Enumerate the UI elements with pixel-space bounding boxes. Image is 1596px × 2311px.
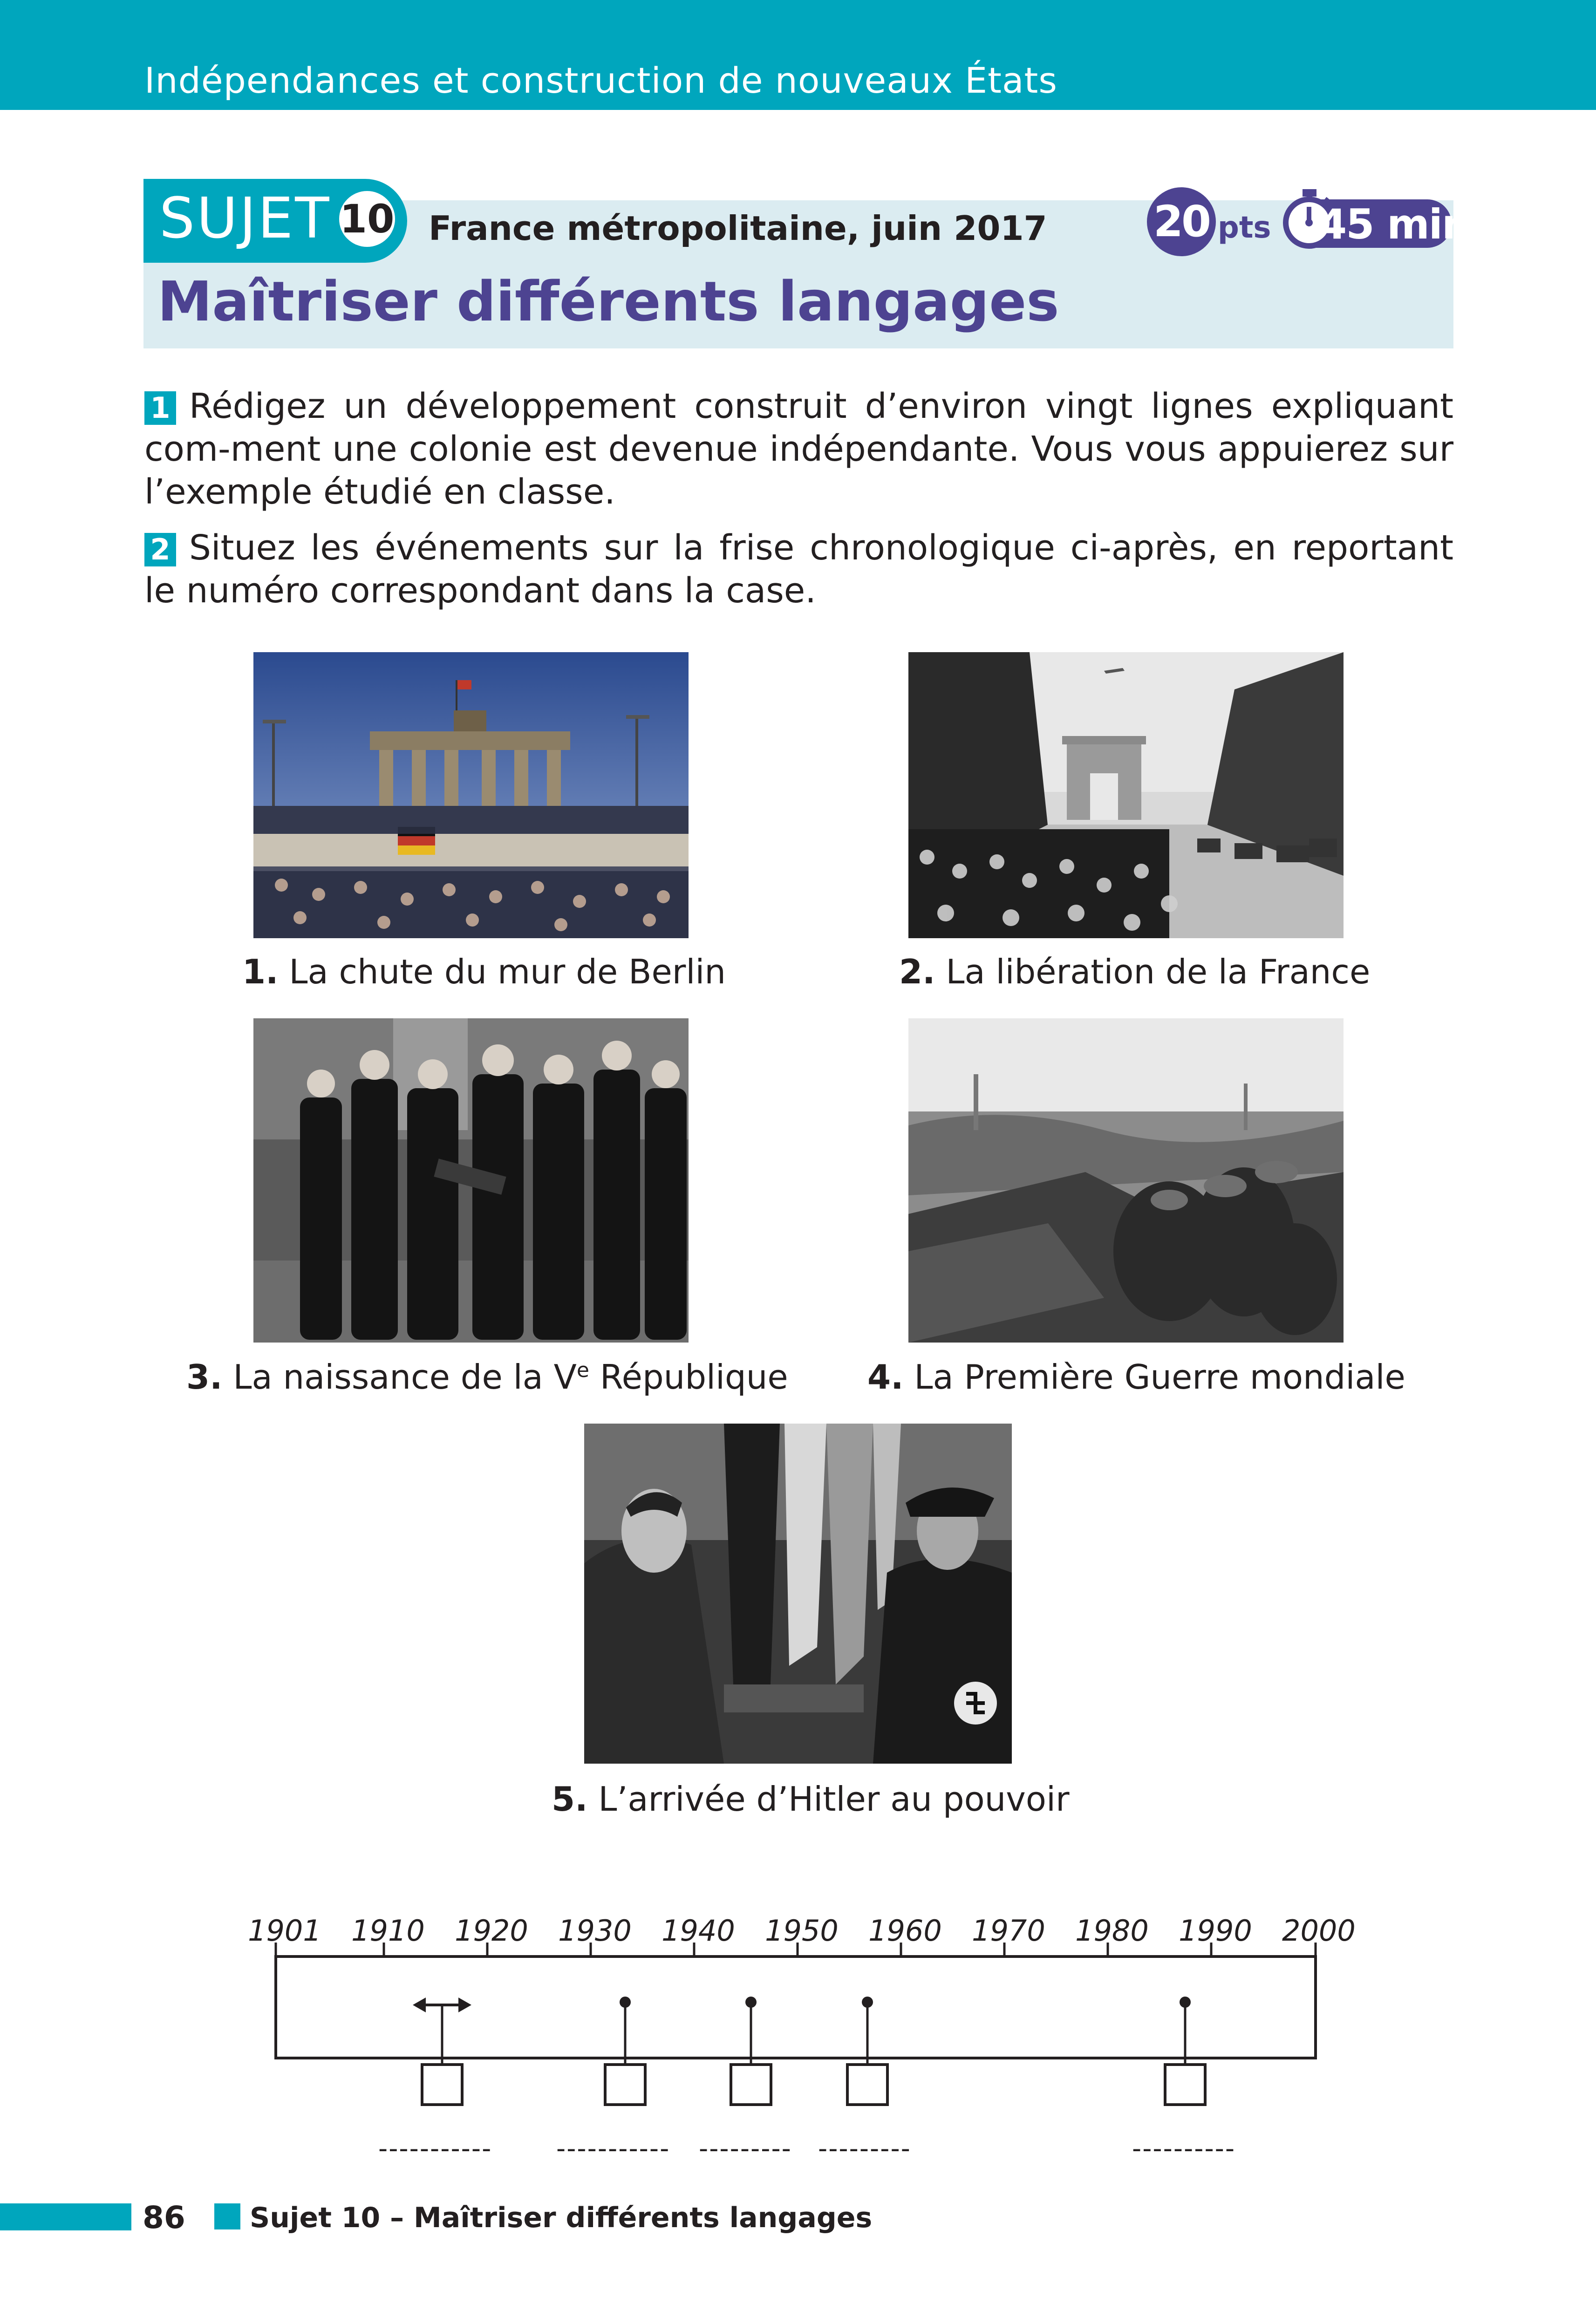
- photo-first-world-war: [908, 1018, 1344, 1343]
- duration-text: 45 min: [1318, 200, 1470, 248]
- exam-info: France métropolitaine, juin 2017: [429, 209, 1047, 248]
- year-label: 2000: [1282, 1914, 1356, 1948]
- answer-line: -----------: [556, 2134, 670, 2164]
- year-label: 1901: [248, 1914, 321, 1948]
- caption-1-text: La chute du mur de Berlin: [289, 952, 726, 991]
- question-2-text: Situez les événements sur la frise chronologique ci-après, en reportant le numéro correspondant dans la case.: [144, 528, 1453, 611]
- answer-line: ---------: [818, 2134, 911, 2164]
- timeline-frame: [276, 1957, 1316, 2058]
- timeline-ticks: [276, 1943, 1316, 1957]
- year-label: 1960: [868, 1914, 942, 1948]
- footer-square: [214, 2203, 240, 2229]
- footer-bar: [0, 2203, 131, 2230]
- caption-4-text: La Première Guerre mondiale: [914, 1357, 1405, 1397]
- year-label: 1950: [765, 1914, 839, 1948]
- question-2-number: 2: [144, 533, 176, 566]
- caption-3-number: 3.: [186, 1357, 223, 1397]
- page-number: 86: [143, 2200, 185, 2236]
- answer-line: -----------: [378, 2134, 492, 2164]
- subject-label: SUJET: [159, 186, 331, 251]
- event-markers: [620, 1997, 1191, 2008]
- year-label: 1980: [1075, 1914, 1149, 1948]
- question-1-number: 1: [144, 391, 176, 425]
- photo-liberation: [908, 652, 1344, 938]
- photo-hitler: [584, 1424, 1012, 1764]
- points-unit: pts: [1218, 211, 1271, 245]
- subject-number: 10: [339, 191, 395, 247]
- answer-box: [731, 2065, 771, 2105]
- caption-2-text: La libération de la France: [946, 952, 1371, 991]
- year-label: 1990: [1179, 1914, 1252, 1948]
- year-label: 1930: [558, 1914, 632, 1948]
- caption-5: [552, 1779, 1070, 1819]
- trench-image: [908, 1018, 1344, 1343]
- caption-3: [186, 1357, 788, 1397]
- caption-3-text-end: République: [589, 1357, 788, 1397]
- caption-1: [242, 952, 726, 991]
- photo-berlin-wall: [253, 652, 689, 938]
- footer-text: Sujet 10 – Maîtriser différents langages: [250, 2202, 873, 2234]
- answer-box: [847, 2065, 887, 2105]
- chronological-timeline: [261, 1943, 1332, 2166]
- caption-4-number: 4.: [867, 1357, 904, 1397]
- period-arrow: [413, 1997, 471, 2065]
- caption-4: [867, 1357, 1405, 1397]
- caption-5-number: 5.: [552, 1779, 588, 1819]
- year-label: 1940: [662, 1914, 735, 1948]
- answer-box: [1165, 2065, 1205, 2105]
- hitler-image: [584, 1424, 1012, 1764]
- caption-2: [899, 952, 1370, 991]
- caption-1-number: 1.: [242, 952, 279, 991]
- year-label: 1910: [351, 1914, 425, 1948]
- caption-2-number: 2.: [899, 952, 935, 991]
- berlin-wall-image: [253, 652, 689, 938]
- caption-3-text: La naissance de la V: [233, 1357, 577, 1397]
- caption-5-text: L’arrivée d’Hitler au pouvoir: [598, 1779, 1070, 1819]
- liberation-image: [908, 652, 1344, 938]
- year-label: 1920: [455, 1914, 528, 1948]
- fifth-republic-image: [253, 1018, 689, 1343]
- page-title: Maîtriser différents langages: [157, 269, 1059, 334]
- answer-line: ---------: [699, 2134, 792, 2164]
- caption-3-superscript: e: [576, 1358, 589, 1382]
- year-label: 1970: [972, 1914, 1045, 1948]
- question-1-text: Rédigez un développement construit d’environ vingt lignes expliquant com-ment une colonie est devenue indépendante. Vous vous appuierez sur l’exemple étudié en classe.: [144, 386, 1453, 512]
- photo-fifth-republic: [253, 1018, 689, 1343]
- answer-box: [422, 2065, 462, 2105]
- answer-line: ----------: [1132, 2134, 1236, 2164]
- answer-box: [605, 2065, 645, 2105]
- running-head: Indépendances et construction de nouveaux États: [144, 60, 1057, 101]
- points-badge: 20: [1147, 187, 1216, 256]
